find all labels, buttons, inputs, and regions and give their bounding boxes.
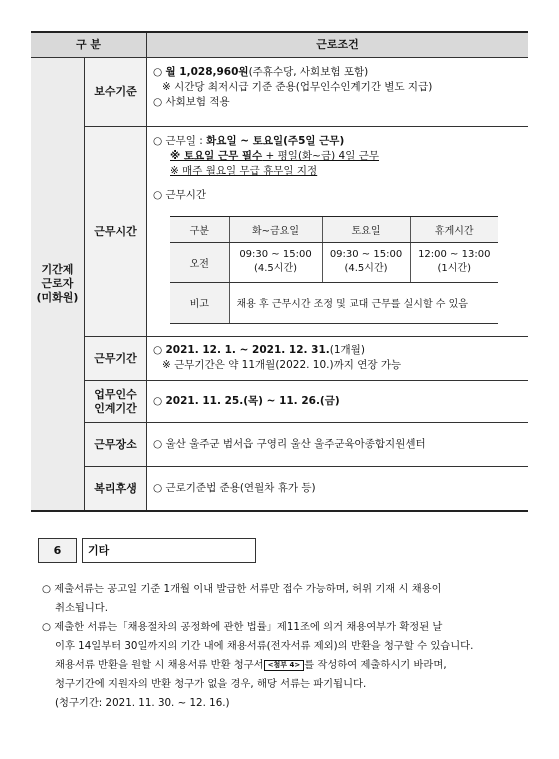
section-number: [38, 538, 77, 563]
schedule-header-weekday: 화~금요일: [229, 217, 322, 242]
header-category: [31, 33, 147, 58]
note2-line4: 청구기간에 지원자의 반환 청구가 없을 경우, 해당 서류는 파기됩니다.: [55, 678, 367, 690]
pay-content-cell: [147, 58, 528, 127]
welfare-text: ○ 근로기준법 준용(연월차 휴가 등): [153, 482, 316, 494]
period-label-cell: [85, 337, 147, 381]
handover-label-line2: 인계기간: [94, 401, 137, 415]
place-label: 근무장소: [94, 437, 137, 451]
group-label-line1: 기간제: [41, 263, 74, 276]
note2-line2: 이후 14일부터 30일까지의 기간 내에 채용서류(전자서류 제외)의 반환을 청구할 수 있습니다.: [55, 640, 474, 652]
pay-label: 보수기준: [94, 85, 137, 98]
group-label: [31, 58, 85, 510]
schedule-cell-weekday: 09:30 ~ 15:00 (4.5시간): [229, 242, 322, 282]
period-label: 근무기간: [94, 351, 137, 365]
schedule-note-text: 채용 후 근무시간 조정 및 교대 근무를 실시할 수 있음: [229, 282, 498, 323]
note2-line3: 채용서류 반환을 원할 시 채용서류 반환 청구서 <첨부 4> 를 작성하여 제출하시기 바라며,: [55, 659, 447, 671]
notes-block: [42, 580, 542, 713]
section-title: [82, 538, 256, 563]
welfare-label: 복리후생: [94, 481, 137, 495]
schedule-cell-break: 12:00 ~ 13:00 (1시간): [410, 242, 498, 282]
attachment-tag: <첨부 4>: [264, 660, 305, 671]
note1-line2: 취소됩니다.: [55, 602, 109, 614]
pay-line3: ○ 사회보험 적용: [153, 96, 230, 108]
welfare-label-cell: [85, 467, 147, 510]
hours-label: 근무시간: [94, 224, 137, 238]
schedule-cell-saturday: 09:30 ~ 15:00 (4.5시간): [322, 242, 410, 282]
header-conditions-label: 근로조건: [316, 38, 359, 51]
welfare-content-cell: [147, 467, 528, 510]
hours-line2: ※ 토요일 근무 필수 + 평일(화~금) 4일 근무: [170, 150, 380, 162]
note1-line1: ○ 제출서류는 공고일 기준 1개월 이내 발급한 서류만 접수 가능하며, 허위 기재 시 채용이: [42, 583, 442, 595]
pay-label-cell: [85, 58, 147, 127]
schedule-row-morning: 오전: [170, 242, 229, 282]
schedule-header-break: 휴게시간: [410, 217, 498, 242]
hours-line3: ※ 매주 월요일 무급 휴무일 지정: [170, 165, 318, 177]
section-title-label: 기타: [88, 544, 110, 557]
place-content-cell: [147, 423, 528, 467]
period-line2: ※ 근무기간은 약 11개월(2022. 10.)까지 연장 가능: [162, 359, 402, 371]
handover-content-cell: [147, 381, 528, 423]
hours-line1: ○ 근무일 : 화요일 ~ 토요일(주5일 근무): [153, 135, 345, 147]
handover-label-cell: [85, 381, 147, 423]
group-label-line2: 근로자: [41, 277, 74, 290]
section-number-label: 6: [53, 543, 62, 557]
pay-line2: ※ 시간당 최저시급 기준 준용(업무인수인계기간 별도 지급): [162, 81, 433, 93]
handover-line: ○ 2021. 11. 25.(목) ~ 11. 26.(금): [153, 395, 340, 407]
handover-label-line1: 업무인수: [94, 387, 137, 401]
schedule-header-category: 구분: [170, 217, 229, 242]
period-line1: ○ 2021. 12. 1. ~ 2021. 12. 31.(1개월): [153, 344, 365, 356]
place-label-cell: [85, 423, 147, 467]
schedule-note-label: 비고: [170, 282, 229, 323]
hours-label-cell: [85, 127, 147, 337]
period-content-cell: [147, 337, 528, 381]
note2-line1: ○ 제출한 서류는「채용절차의 공정화에 관한 법률」제11조에 의거 채용여부가 확정된 날: [42, 621, 443, 633]
note2-line5: (청구기간: 2021. 11. 30. ~ 12. 16.): [55, 697, 230, 709]
pay-line1: ○ 월 1,028,960원(주휴수당, 사회보험 포함): [153, 66, 369, 78]
header-category-label: 구 분: [75, 38, 102, 51]
schedule-table: [170, 216, 498, 324]
pay-amount: 월 1,028,960원: [165, 66, 249, 78]
group-label-line3: (미화원): [36, 291, 79, 304]
schedule-header-saturday: 토요일: [322, 217, 410, 242]
header-conditions: [147, 33, 528, 58]
place-text: ○ 울산 울주군 범서읍 구영리 울산 울주군육아종합지원센터: [153, 438, 426, 450]
hours-line4: ○ 근무시간: [153, 189, 207, 201]
